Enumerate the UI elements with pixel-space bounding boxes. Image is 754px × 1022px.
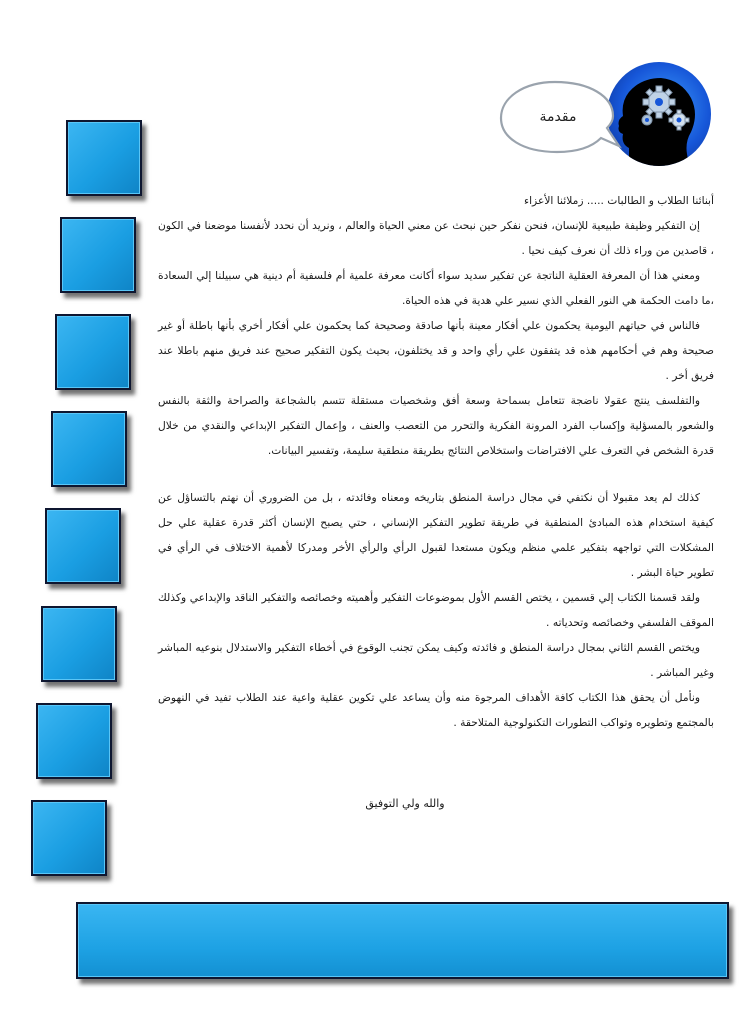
paragraph: كذلك لم يعد مقبولا أن نكتفي في مجال دراسة المنطق بتاريخه ومعناه وفائدته ، بل من الضروري أن نهتم بالتساؤل عن كيفية استخدام هذه المبادئ المنطقية في طريقة تطوير التفكير الإنساني ، حتي يصبح الإنسان أكثر قدرة عقلية علي حل المشكلات التي تواجهه بتفكير علمي منظم ويكون مستعدا لقبول الرأي والرأي الأخر ومدركا لأهمية الاختلاف في الرأي في تطوير حياة البشر .	[158, 491, 714, 579]
paragraph: ولقد قسمنا الكتاب إلي قسمين ، يختص القسم الأول بموضوعات التفكير وأهميته وخصائصه والتفكير الناقد والإبداعي وكذلك الموقف الفلسفي وخصائصه وتحدياته .	[158, 591, 714, 629]
decorative-square-6	[41, 606, 117, 682]
paragraph: ونأمل أن يحقق هذا الكتاب كافة الأهداف المرجوة منه وأن يساعد علي تكوين عقلية واعية عند الطلاب تفيد في النهوض بالمجتمع وتطويره وتواكب التطورات التكنولوجية المتلاحقة .	[158, 691, 714, 729]
paragraph: إن التفكير وظيفة طبيعية للإنسان، فنحن نفكر حين نبحث عن معني الحياة والعالم ، ونريد أن نحدد لأنفسنا موضعنا في الكون ، قاصدين من وراء ذلك أن نعرف كيف نحيا .	[158, 219, 714, 257]
header-illustration	[495, 62, 719, 172]
decorative-square-3	[55, 314, 131, 390]
decorative-square-5	[45, 508, 121, 584]
footer-bar	[76, 902, 729, 979]
decorative-square-2	[60, 217, 136, 293]
greeting-line: أبنائنا الطلاب و الطالبات ..... زملائنا الأعزاء	[524, 194, 714, 207]
decorative-square-1	[66, 120, 142, 196]
paragraph: ومعني هذا أن المعرفة العقلية الناتجة عن تفكير سديد سواء أكانت معرفة علمية أم فلسفية أم دينية هي سبيلنا إلي السعادة ،ما دامت الحكمة هي النور الفعلي الذي نسير علي هدية في هذه الحياة.	[158, 269, 714, 307]
page-title: مقدمة	[539, 109, 577, 125]
decorative-square-7	[36, 703, 112, 779]
introduction-text	[158, 188, 714, 735]
closing-line: والله ولي التوفيق	[365, 797, 445, 810]
paragraph: فالناس في حياتهم اليومية يحكمون علي أفكار معينة بأنها صادقة وصحيحة كما يحكمون علي أفكار أخري بأنها باطلة أو غير صحيحة وهم في أحكامهم هذه قد يتفقون علي رأي واحد و قد يختلفون، بحيث يكون التفكير صحيح عند فريق منهم باطلا عند فريق أخر .	[158, 319, 714, 382]
paragraph: ويختص القسم الثاني بمجال دراسة المنطق و فائدته وكيف يمكن تجنب الوقوع في أخطاء التفكير والاستدلال بنوعيه المباشر وغير المباشر .	[158, 641, 714, 679]
decorative-square-4	[51, 411, 127, 487]
paragraph: والتفلسف ينتج عقولا ناضجة تتعامل بسماحة وسعة أفق وشخصيات مستقلة تتسم بالشجاعة والصراحة والثقة بالنفس والشعور بالمسؤلية وإكساب الفرد المرونة الفكرية والتحرر من التعصب والعنف ، وإعمال التفكير الإبداعي والنقدي من خلال قدرة الشخص في التعرف علي الافتراضات واستخلاص النتائج بطريقة منطقية سليمة، وتفسير البيانات.	[158, 394, 714, 457]
decorative-square-8	[31, 800, 107, 876]
